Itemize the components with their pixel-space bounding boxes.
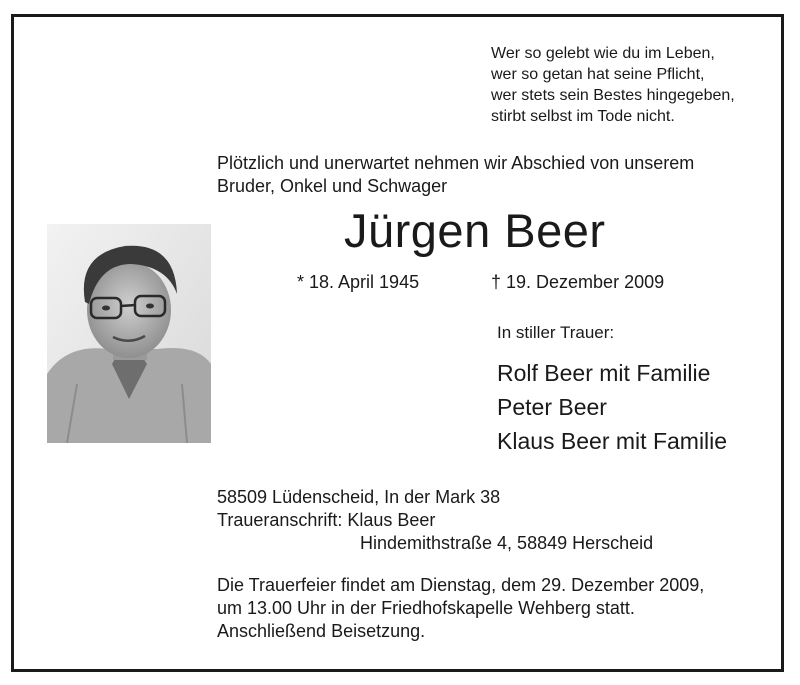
portrait-photo (47, 224, 211, 443)
funeral-line: Die Trauerfeier findet am Dienstag, dem 29. Dezember 2009, (217, 575, 705, 595)
address-block (217, 486, 653, 555)
address-line: Traueranschrift: Klaus Beer (217, 510, 436, 530)
deceased-name: Jürgen Beer (344, 204, 606, 257)
mourner-name: Rolf Beer mit Familie (497, 360, 711, 386)
birth-date: * 18. April 1945 (297, 272, 420, 292)
obituary-frame (11, 14, 784, 672)
intro-line: Plötzlich und unerwartet nehmen wir Abschied von unserem (217, 153, 695, 173)
poem-line: stirbt selbst im Tode nicht. (491, 108, 675, 125)
memorial-poem (491, 43, 735, 127)
death-date: † 19. Dezember 2009 (491, 272, 665, 292)
address-line: Hindemithstraße 4, 58849 Herscheid (360, 533, 654, 553)
address-line: 58509 Lüdenscheid, In der Mark 38 (217, 487, 501, 507)
poem-line: wer stets sein Bestes hingegeben, (491, 87, 735, 104)
intro-text (217, 152, 694, 198)
funeral-notice (217, 574, 704, 643)
poem-line: wer so getan hat seine Pflicht, (491, 66, 705, 83)
intro-line: Bruder, Onkel und Schwager (217, 176, 448, 196)
mourners-heading: In stiller Trauer: (497, 323, 615, 342)
poem-line: Wer so gelebt wie du im Leben, (491, 45, 715, 62)
portrait-illustration (47, 224, 211, 443)
mourner-name: Peter Beer (497, 394, 607, 420)
mourner-name: Klaus Beer mit Familie (497, 428, 728, 454)
funeral-line: Anschließend Beisetzung. (217, 621, 426, 641)
funeral-line: um 13.00 Uhr in der Friedhofskapelle Wehberg statt. (217, 598, 635, 618)
